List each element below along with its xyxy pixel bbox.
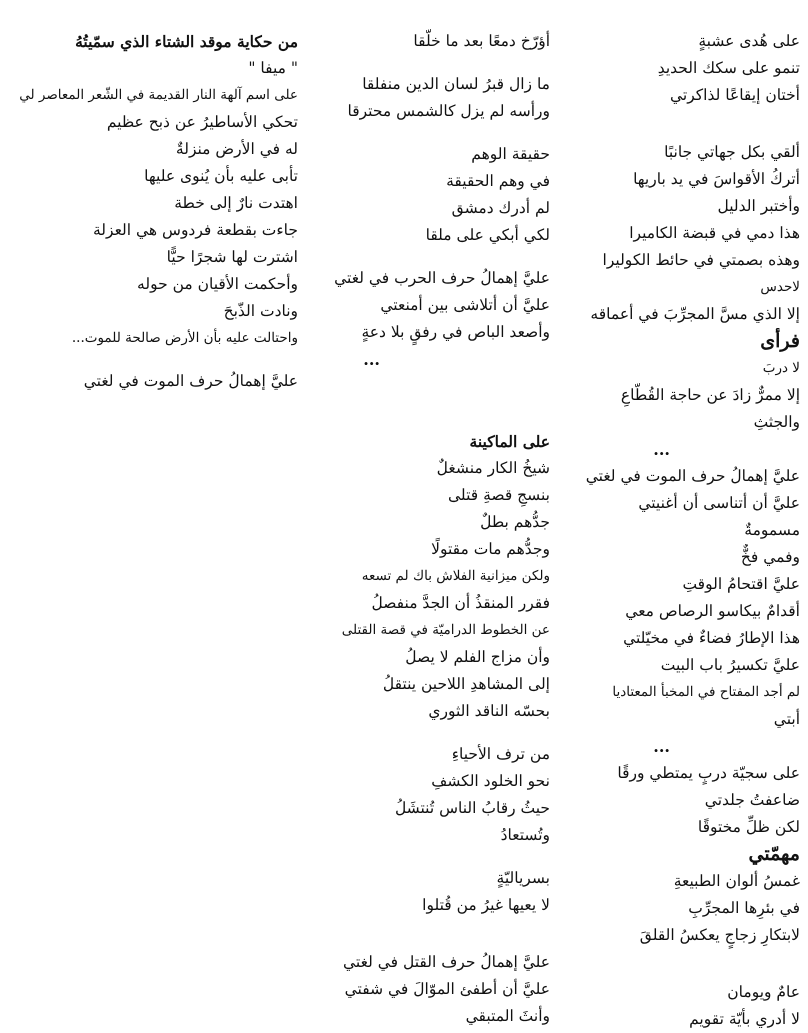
poem-line: تحكي الأساطيرُ عن ذبح عظيم [106,113,298,131]
poem-line: وأن مزاج الفلم لا يصلُ [405,648,550,666]
right-column [556,28,800,1033]
section-ellipsis: ... [653,737,670,756]
poem-line: إلى المشاهدِ اللاحين ينتقلُ [382,675,550,693]
stanza-gap [300,125,550,141]
middle-column-top [300,28,550,373]
poem-line: له في الأرض منزلةٌ [175,140,298,158]
poem-line: أختان إيقاعًا لذاكرتي [669,86,800,104]
poem-line: لكن ظلِّ مختوقًا [697,818,800,836]
poem-line: ألقي بكل جهاتي جانبًا [664,143,800,161]
poem-line: لكي أبكي على ملقا [425,226,550,244]
poem-line: عليَّ إهمالُ حرف الحرب في لغتي [334,269,550,287]
poem-line: شيخُ الكار منشغلٌ [436,459,550,477]
poem-line: هذا الإطارُ فضاءٌ في مخيّلتي [623,629,800,647]
poem-line: فرأى [760,330,800,352]
poem-line: وأختبر الدليل [717,197,800,215]
poem-line: على سجيّة دربٍ يمتطي ورقًا [617,764,800,782]
poem-line: بسرياليّةٍ [496,869,550,887]
stanza-gap [300,725,550,741]
stanza-gap [556,949,800,979]
poem-line: فقرر المنقذُ أن الجدَّ منفصلُ [371,594,550,612]
poem-line: ضاعفتُ جلدتي [704,791,800,809]
poem-line: لا دربَ [762,360,800,376]
poem-line: في بئرِها المجرِّبِ [688,899,800,917]
poem-line: تنمو على سكك الحديدِ [657,59,800,77]
poem-line: وفمي فخٌّ [740,548,800,566]
poem-line: والجثثِ [753,413,800,431]
poem-line: في وهم الحقيقة [446,172,550,190]
poem-line: لم أدرك دمشق [451,199,550,217]
stanza-gap [300,249,550,265]
poem-line: وهذه بصمتي في حائط الكوليرا [602,251,800,269]
poem-line: اشترت لها شجرًا حيًّا [166,248,298,266]
poem-line: إلا الذي مسَّ المجرِّبَ في أعماقه [590,305,800,323]
poem-line: على هُدى عشبةٍ [698,32,800,50]
section-ellipsis: ... [363,350,380,369]
poem-line: وأحكمت الأقيان من حوله [137,275,298,293]
poem-line: ونادت الذّبحَ [223,302,298,320]
poem-line: مهمّتي [748,843,800,865]
poem-line: عامٌ ويومان [727,983,800,1001]
stanza-gap [300,55,550,71]
poem-line: غمسُ ألوان الطبيعةِ [673,872,800,890]
poem-line: جاءت بقطعة فردوس هي العزلة [92,221,298,239]
poem-line: عليَّ أن أتلاشى بين أمنعتي [380,296,550,314]
poem-line: لم أجد المفتاح في المخبأ المعتاديا [612,684,800,700]
poem-line: عليَّ تكسيرُ باب البيت [660,656,800,674]
poem-line: أتركُ الأقواسَ في يد باريها [633,170,800,188]
poem-line: أبتي [773,710,800,728]
poem-line: أقدامٌ بيكاسو الرصاص معي [625,602,800,620]
poem-line: عليَّ أن أتناسى أن أغنيتي [638,494,800,512]
poem-line: لا أدري بأيّة تقويم [689,1010,800,1028]
poem-line: اهتدت نارٌ إلى خطة [174,194,298,212]
section-ellipsis: ... [653,440,670,459]
poem-line: ولكن ميزانية الفلاش باك لم تسعه [361,568,550,584]
poem-line: مسمومةٌ [744,521,800,539]
poem-line: ما زال قبرُ لسان الدين منفلقا [362,75,550,93]
poem-line: واحتالت عليه بأن الأرض صالحة للموت... [71,330,298,346]
poem-line: عن الخطوط الدراميّة في قصة القتلى [341,622,550,638]
poem-line: عليَّ إهمالُ حرف الموت في لغتي [585,467,800,485]
poem-line: " ميفا " [248,59,298,77]
stanza-gap [300,849,550,865]
poem-line: لابتكارِ زجاجٍ يعكسُ القلقَ [639,926,800,944]
poem-line: لاحدس [760,279,800,295]
poem-line: وتُستعادُ [500,826,550,844]
stanza-gap [556,109,800,139]
poem-line: من ترف الأحياءِ [451,745,550,763]
poem-line: على اسم آلهة النار القديمة في الشّعر المعاصر لي [19,87,298,103]
poem-line: من حكاية موقد الشتاء الذي سمّيتُهُ [75,32,298,51]
poem-line: حقيقة الوهم [471,145,550,163]
poem-line: وأصعد الباص في رفقٍ بلا دعةٍ [361,323,550,341]
poem-line: ورأسه لم يزل كالشمس محترقا [347,102,550,120]
poem-line: بحسّه الناقد الثوري [428,702,550,720]
poem-line: وأنثَ المتبقي [465,1007,550,1025]
poem-line: أؤرّخ دمعًا بعد ما خلّقا [413,32,550,50]
poem-line: عليَّ أن أطفئ الموّالَ في شفتي [344,980,550,998]
poem-line: على الماكينة [469,432,550,451]
middle-column-bottom [300,428,550,1030]
stanza-gap [300,919,550,949]
poem-line: إلا ممرٌّ زادَ عن حاجة القُطّاعِ [620,386,800,404]
stanza-gap [6,352,298,368]
poem-line: عليَّ إهمالُ حرف الموت في لغتي [83,372,298,390]
poem-line: حيثُ رقابُ الناس تُنتشَلُ [394,799,550,817]
poem-line: تأبى عليه بأن يُنوى عليها [144,167,298,185]
poem-line: عليَّ اقتحامُ الوقتِ [682,575,800,593]
poem-line: بنسجِ قصةِ قتلى [448,486,550,504]
poem-line: هذا دمي في قبضة الكاميرا [629,224,800,242]
left-column [6,28,298,395]
poem-line: لا يعيها غيرُ من قُتلوا [422,896,550,914]
poem-line: وجدُّهم مات مقتولًا [431,540,550,558]
poem-line: عليَّ إهمالُ حرف القتل في لغتي [343,953,550,971]
poem-line: نحو الخلود الكشفِ [431,772,550,790]
poem-line: جدُّهم بطلٌ [480,513,550,531]
